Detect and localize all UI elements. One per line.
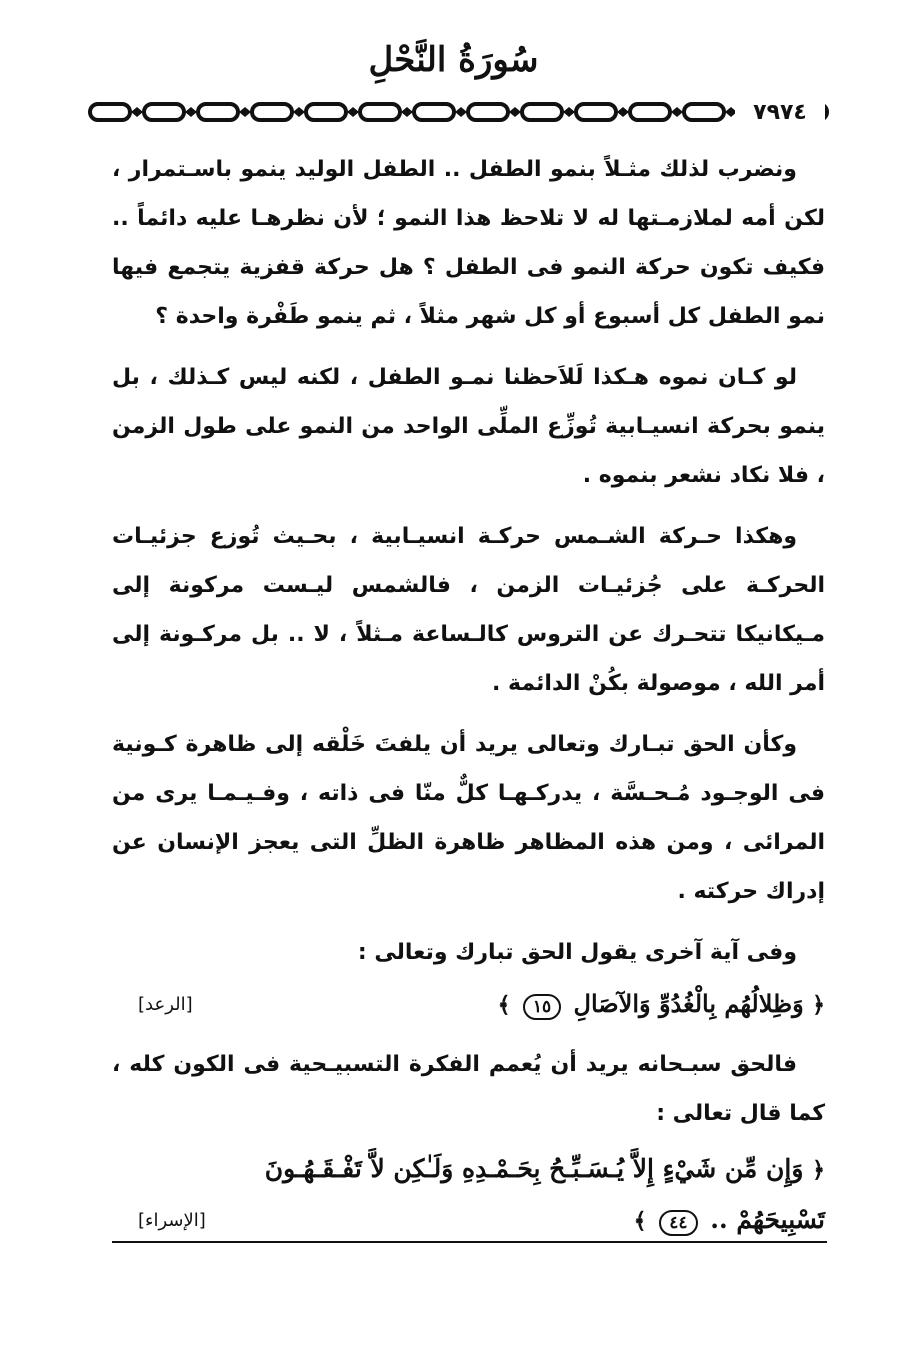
chain-diamond — [509, 107, 521, 117]
chain-diamond — [347, 107, 359, 117]
footer-rule — [112, 1241, 827, 1243]
chain-diamond — [239, 107, 251, 117]
chain-link — [360, 104, 400, 120]
ornamental-chain-border — [88, 97, 830, 127]
verse-open-bracket: ﴿ — [812, 1157, 825, 1183]
chain-link — [306, 104, 346, 120]
chain-diamond — [293, 107, 305, 117]
chain-link — [522, 104, 562, 120]
surah-title: سُورَةُ النَّحْلِ — [368, 40, 539, 80]
verse-text-line-2: تَسْبِيحَهُمْ .. — [710, 1205, 825, 1234]
chain-diamond — [185, 107, 197, 117]
chain-link — [468, 104, 508, 120]
verse-text-group — [498, 979, 825, 1030]
chain-diamond — [617, 107, 629, 117]
chain-link — [414, 104, 454, 120]
chain-link — [198, 104, 238, 120]
verse-text-line-1: وَإِن مِّن شَيْءٍ إِلاَّ يُـسَـبِّـحُ بِحَـمْـدِهِ وَلَـٰكِن لاَّ تَفْـقَـهُـونَ — [264, 1154, 804, 1183]
paragraph: فالحق سبـحانه يريد أن يُعمم الفكرة التسبيـحية فى الكون كله ، كما قال تعالى : — [112, 1052, 825, 1126]
quran-verse-al-isra — [112, 1144, 825, 1246]
chain-link — [576, 104, 616, 120]
chain-link — [684, 104, 724, 120]
chain-diamond — [401, 107, 413, 117]
quran-verse-ar-rad — [112, 979, 825, 1030]
paragraph: وكأن الحق تبـارك وتعالى يريد أن يلفتَ خَلْقه إلى ظاهرة كـونية فى الوجـود مُـحـسَّة ، يدركـهـا كلٌّ منّا فى ذاته ، وفـيـمـا يرى من المرائى ، ومن هذه المظاهر ظاهرة الظلِّ التى يعجز الإنسان عن إدراك حركته . — [112, 732, 825, 904]
paragraph: وفى آية آخرى يقول الحق تبارك وتعالى : — [357, 940, 797, 965]
verse-line-1 — [112, 1144, 825, 1195]
verse-open-bracket: ﴿ — [812, 992, 825, 1018]
chain-diamond — [671, 107, 683, 117]
chain-link — [144, 104, 184, 120]
surah-reference: [الإسراء] — [138, 1209, 206, 1231]
paragraph: وهكذا حـركة الشـمس حركـة انسيـابية ، بحـيث تُوزع جزئيـات الحركـة على جُزئيـات الزمن ، فالشمس ليـست مركونة إلى مـيكانيكا تتحـرك عن التروس كالـساعة مـثلاً ، لا .. بل مركـونة إلى أمر الله ، موصولة بكُنْ الدائمة . — [112, 524, 825, 696]
verse-text: وَظِلالُهُم بِالْغُدُوِّ وَالآصَالِ — [573, 989, 804, 1018]
chain-link — [90, 104, 130, 120]
chain-diamond — [455, 107, 467, 117]
surah-reference: [الرعد] — [138, 994, 193, 1015]
ayah-number-badge: ١٥ — [523, 994, 561, 1020]
verse-close-bracket: ﴾ — [497, 992, 511, 1018]
paragraph: لو كـان نموه هـكذا لَلاَحظنا نمـو الطفل ، لكنه ليس كـذلك ، بل ينمو بحركة انسيـابية تُوزِّع الملِّى الواحد من النمو على طول الزمن ، فلا نكاد نشعر بنموه . — [112, 365, 825, 488]
verse-line-2 — [112, 1195, 825, 1246]
verse-close-bracket: ﴾ — [633, 1208, 647, 1234]
chain-link — [252, 104, 292, 120]
paragraph: ونضرب لذلك مثـلاً بنمو الطفل .. الطفل الوليد ينمو باسـتمرار ، لكن أمه لملازمـتها له لا تلاحظ هذا النمو ؛ لأن نظرهـا عليه دائماً .. فكيف تكون حركة النمو فى الطفل ؟ هل حركة قفزية يتجمع فيها نمو الطفل كل أسبوع أو كل شهر مثلاً ، ثم ينمو طَفْرة واحدة ؟ — [112, 157, 825, 329]
page-number-text: ٧٩٧٤ — [747, 100, 813, 125]
chain-diamond — [563, 107, 575, 117]
page-number — [735, 95, 825, 129]
chain-link — [630, 104, 670, 120]
ayah-number-badge: ٤٤ — [659, 1210, 697, 1236]
chain-diamond — [131, 107, 143, 117]
verse-tail-group — [634, 1195, 825, 1246]
commentary-body — [112, 145, 825, 1246]
